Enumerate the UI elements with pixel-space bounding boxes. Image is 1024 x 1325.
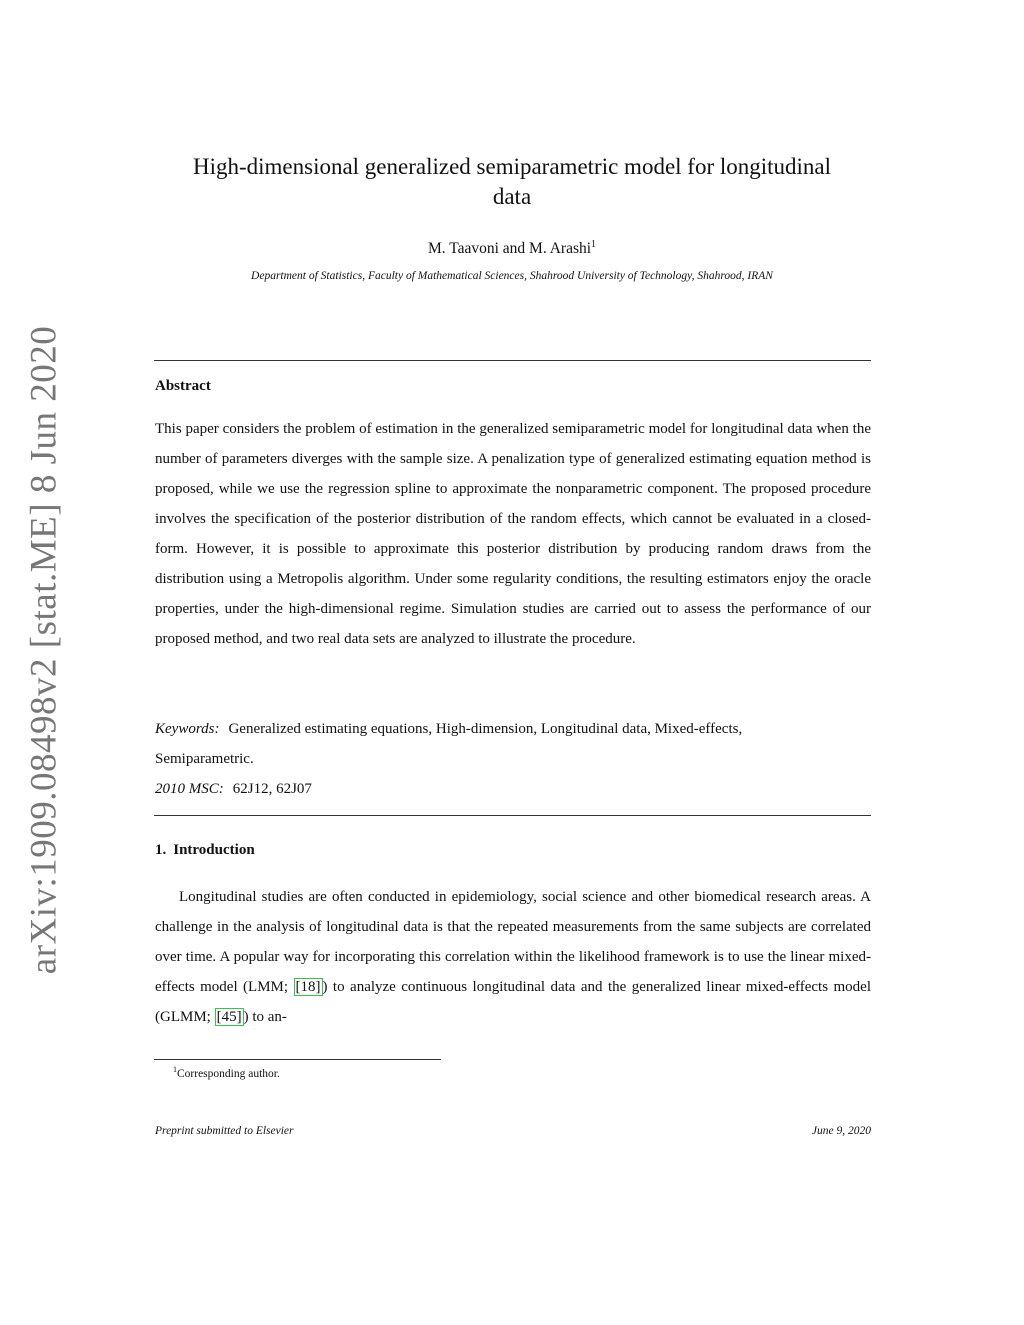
footnote-rule [154, 1059, 441, 1060]
abstract-body: This paper considers the problem of estimation in the generalized semiparametric model for longitudinal data when the number of parameters diverges with the sample size. A penalization type of generalized estimating equation method is proposed, while we use the regression spline to approximate the nonparametric component. The proposed procedure involves the specification of the posterior distribution of the random effects, which cannot be evaluated in a closed-form. However, it is possible to approximate this posterior distribution by producing random draws from the distribution using a Metropolis algorithm. Under some regularity conditions, the resulting estimators enjoy the oracle properties, under the high-dimensional regime. Simulation studies are carried out to assess the performance of our proposed method, and two real data sets are analyzed to illustrate the procedure. [155, 421, 871, 647]
keywords [155, 714, 871, 744]
authors [140, 239, 884, 258]
msc-value: 62J12, 62J07 [232, 781, 312, 797]
paper-title [140, 152, 884, 212]
keywords-line-2: Semiparametric. [155, 751, 254, 767]
abstract-heading: Abstract [155, 378, 211, 394]
bottom-rule [154, 815, 871, 816]
section-number: 1. [155, 842, 167, 858]
intro-paragraph [155, 882, 871, 1032]
title-line-2: data [492, 184, 532, 209]
section-heading [155, 842, 255, 859]
intro-text-3: ) to an- [243, 1009, 287, 1025]
affiliation: Department of Statistics, Faculty of Mathematical Sciences, Shahrood University of Technology, Shahrood, IRAN [251, 270, 773, 282]
author-names: M. Taavoni and M. Arashi [427, 240, 592, 258]
title-line-1: High-dimensional generalized semiparametric model for longitudinal [192, 154, 832, 179]
section-title: Introduction [173, 842, 255, 858]
citation-link-45[interactable]: [45] [216, 1009, 242, 1025]
footnote [173, 1065, 280, 1080]
footnote-mark: 1 [173, 1065, 177, 1074]
keywords-line-1: Generalized estimating equations, High-dimension, Longitudinal data, Mixed-effects, [228, 721, 743, 737]
keywords-continued [155, 744, 871, 774]
footer-preprint-note: Preprint submitted to Elsevier [155, 1125, 294, 1137]
keywords-label: Keywords: [155, 721, 220, 737]
footnote-text: Corresponding author. [177, 1067, 280, 1080]
arxiv-identifier: arXiv:1909.08498v2 [stat.ME] 8 Jun 2020 [23, 325, 65, 975]
msc-codes [155, 774, 871, 804]
author-footnote-mark: 1 [591, 239, 597, 250]
top-rule [154, 360, 871, 361]
msc-label: 2010 MSC: [155, 781, 224, 797]
footer-date: June 9, 2020 [811, 1125, 871, 1137]
intro-text-1: Longitudinal studies are often conducted in epidemiology, social science and other biomedical research areas. A challenge in the analysis of longitudinal data is that the repeated measurements from the same subjects are correlated over time. A popular way for incorporating this correlation within the likelihood framework is to use the linear mixed-effects model (LMM; [155, 889, 871, 995]
intro-text-2: ) to analyze continuous longitudinal data and the generalized linear mixed-effects model (GLMM; [155, 979, 871, 1025]
citation-link-18[interactable]: [18] [295, 979, 321, 995]
